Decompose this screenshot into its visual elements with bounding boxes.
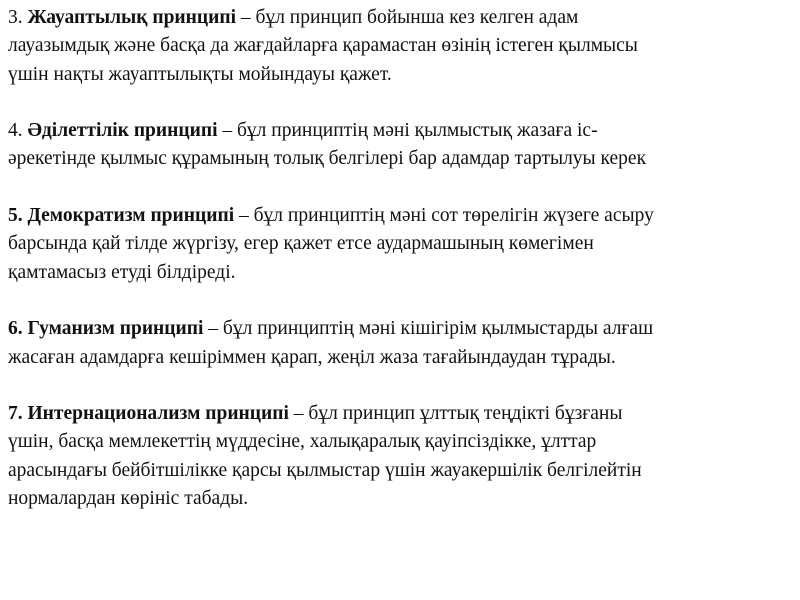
paragraph-number: 6. (8, 318, 28, 340)
principle-title: Жауаптылық принципі (27, 7, 237, 28)
principle-title: Интернационализм принципі (27, 403, 289, 425)
paragraph-number: 3. (8, 7, 28, 28)
principle-title: Әділеттілік принципі (27, 120, 218, 142)
paragraph-responsibility-principle (8, 4, 792, 89)
paragraph-justice-principle (8, 117, 792, 174)
principle-title: Демократизм принципі (27, 205, 235, 227)
principle-description: – бұл принцип бойынша кез келген адам лауазымдық және басқа да жағдайларға қарамастан өзінің істеген қылмысы үшін нақты жауаптылықты мойындауы қажет. (8, 7, 638, 85)
document-body (8, 4, 792, 542)
principle-title: Гуманизм принципі (27, 318, 204, 340)
paragraph-number: 7. (8, 403, 28, 425)
principle-description: – бұл принциптің мәні кішігірім қылмыстарды алғаш жасаған адамдарға кешіріммен қарап, жеңіл жаза тағайындаудан тұрады. (8, 318, 654, 368)
paragraph-number: 4. (8, 120, 28, 142)
paragraph-number: 5. (8, 205, 28, 227)
paragraph-internationalism-principle (8, 400, 792, 513)
principle-description: – бұл принциптің мәні сот төрелігін жүзеге асыру барсында қай тілде жүргізу, егер қажет етсе аудармашының көмегімен қамтамасыз етуді білдіреді. (8, 205, 654, 283)
principle-description: – бұл принцип ұлттық теңдікті бұзғаны үшін, басқа мемлекеттің мүддесіне, халықаралық қауіпсіздікке, ұлттар арасындағы бейбітшілікке қарсы қылмыстар үшін жауакершілік белгілейтін нормалардан көрініс табады. (8, 403, 642, 510)
paragraph-humanism-principle (8, 315, 792, 372)
principle-description: – бұл принциптің мәні қылмыстық жазаға іс- әрекетінде қылмыс құрамының толық белгілері бар адамдар тартылуы керек (8, 120, 647, 170)
paragraph-democratism-principle (8, 202, 792, 287)
